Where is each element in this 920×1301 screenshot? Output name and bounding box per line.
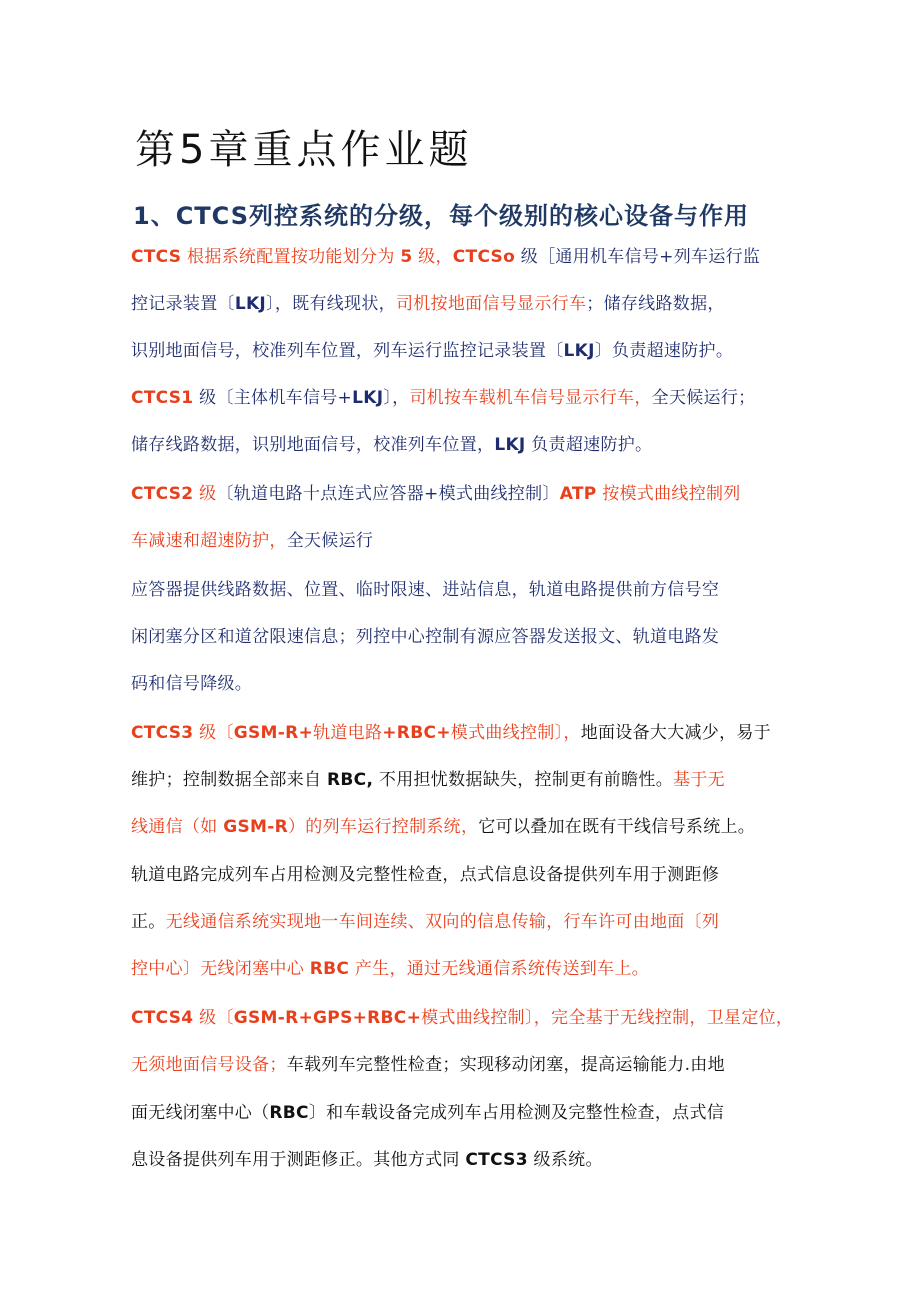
text-run: 控记录装置〔 [131, 294, 235, 314]
text-line [131, 946, 821, 993]
text-run: 级〔 [193, 723, 234, 743]
text-run: 级〔 [193, 1008, 234, 1028]
text-run: 控中心〕无线闭塞中心 [131, 959, 310, 979]
text-run: CTCS3 [465, 1150, 528, 1170]
text-run: 负责超速防护。 [525, 435, 653, 455]
text-line [131, 710, 821, 757]
text-line [131, 234, 821, 281]
text-run: ）的列车运行控制系统， [287, 817, 479, 837]
text-line [131, 281, 821, 328]
text-run: 级〔主体机车信号+ [193, 388, 353, 408]
text-run: CTCS1 [131, 388, 194, 408]
text-run: 码和信号降级。 [131, 674, 253, 694]
text-run: 〕负责超速防护。 [594, 341, 734, 361]
text-run: 司机按地面信号显示行车 [395, 294, 587, 314]
text-run: GSM-R+GPS+RBC+ [233, 1008, 422, 1028]
text-run: +RBC+ [382, 723, 451, 743]
text-run: 地面设备大大减少，易于 [580, 723, 771, 743]
text-line [131, 375, 821, 422]
text-run: 司机按车载机车信号显示行车， [409, 388, 652, 408]
text-run: 不用担忧数据缺失，控制更有前瞻性。 [373, 770, 674, 790]
text-run: 维护；控制数据全部来自 [131, 770, 328, 790]
text-run: 级［通用机车信号+列车运行监 [515, 247, 761, 267]
text-run: 它可以叠加在既有干线信号系统上。 [478, 817, 756, 837]
text-run: 无须地面信号设备； [131, 1055, 287, 1075]
text-run: 应答器提供线路数据、位置、临时限速、进站信息，轨道电路提供前方信号空 [131, 580, 720, 600]
text-line [131, 661, 821, 708]
text-run: CTCS3 [131, 723, 194, 743]
text-line [131, 422, 821, 469]
text-line [131, 757, 821, 804]
text-run: 级 [193, 484, 217, 504]
text-run: CTCS2 [131, 484, 194, 504]
text-run: 全天候运行； [651, 388, 756, 408]
text-line [131, 1090, 821, 1137]
text-run: 〔轨道电路十点连式应答器+模式曲线控制〕 [216, 484, 560, 504]
text-run: 产生，通过无线通信系统传送到车上。 [349, 959, 649, 979]
text-run: RBC [269, 1103, 309, 1123]
text-run: 〕和车载设备完成列车占用检测及完整性检查，点式信 [308, 1103, 725, 1123]
text-run: 5 [400, 247, 413, 267]
text-run: 按模式曲线控制列 [596, 484, 741, 504]
question-heading: 1、CTCS列控系统的分级，每个级别的核心设备与作用 [133, 202, 750, 230]
text-line [131, 1137, 821, 1184]
text-run: 〕， [383, 388, 410, 408]
text-run: GSM-R [223, 817, 288, 837]
text-run: RBC, [327, 770, 374, 790]
text-run: ；储存线路数据， [586, 294, 725, 314]
text-run: 正。 [131, 912, 166, 932]
text-run: 级， [412, 247, 453, 267]
text-line [131, 518, 821, 565]
text-run: CTCS4 [131, 1008, 194, 1028]
text-run: 〕，既有线现状， [266, 294, 396, 314]
text-line [131, 995, 821, 1042]
text-run: CTCSo [452, 247, 516, 267]
text-run: 根据系统配置按功能划分为 [181, 247, 401, 267]
text-run: 识别地面信号，校准列车位置，列车运行监控记录装置〔 [131, 341, 564, 361]
text-run: 模式曲线控制〕，完全基于无线控制，卫星定位， [421, 1008, 794, 1028]
text-line [131, 804, 821, 851]
text-run: 车减速和超速防护， [131, 531, 287, 551]
text-run: 轨道电路完成列车占用检测及完整性检查，点式信息设备提供列车用于测距修 [131, 865, 720, 885]
text-run: 全天候运行 [286, 531, 374, 551]
text-line [131, 614, 821, 661]
text-run: LKJ [494, 435, 526, 455]
text-run: CTCS [131, 247, 182, 267]
text-line [131, 567, 821, 614]
chapter-title: 第5章重点作业题 [135, 127, 473, 173]
text-run: 无线通信系统实现地一车间连续、双向的信息传输，行车许可由地面〔列 [165, 912, 720, 932]
text-run: 轨道电路 [313, 723, 383, 743]
text-run: 储存线路数据，识别地面信号，校准列车位置， [131, 435, 495, 455]
text-run: 基于无 [673, 770, 725, 790]
text-run: LKJ [563, 341, 595, 361]
text-run: ATP [559, 484, 597, 504]
text-run: 闲闭塞分区和道岔限速信息；列控中心控制有源应答器发送报文、轨道电路发 [131, 627, 720, 647]
text-line [131, 852, 821, 899]
text-run: 级系统。 [527, 1150, 603, 1170]
text-run: 息设备提供列车用于测距修正。其他方式同 [131, 1150, 466, 1170]
text-line [131, 471, 821, 518]
text-run: LKJ [352, 388, 384, 408]
text-run: 模式曲线控制〕， [450, 723, 581, 743]
text-run: 车载列车完整性检查；实现移动闭塞，提高运输能力.由地 [286, 1055, 725, 1075]
text-run: GSM-R+ [233, 723, 314, 743]
text-line [131, 1042, 821, 1089]
text-line [131, 899, 821, 946]
text-line [131, 328, 821, 375]
text-run: 线通信（如 [131, 817, 224, 837]
text-run: LKJ [234, 294, 267, 314]
text-run: 面无线闭塞中心（ [131, 1103, 270, 1123]
text-run: RBC [309, 959, 350, 979]
